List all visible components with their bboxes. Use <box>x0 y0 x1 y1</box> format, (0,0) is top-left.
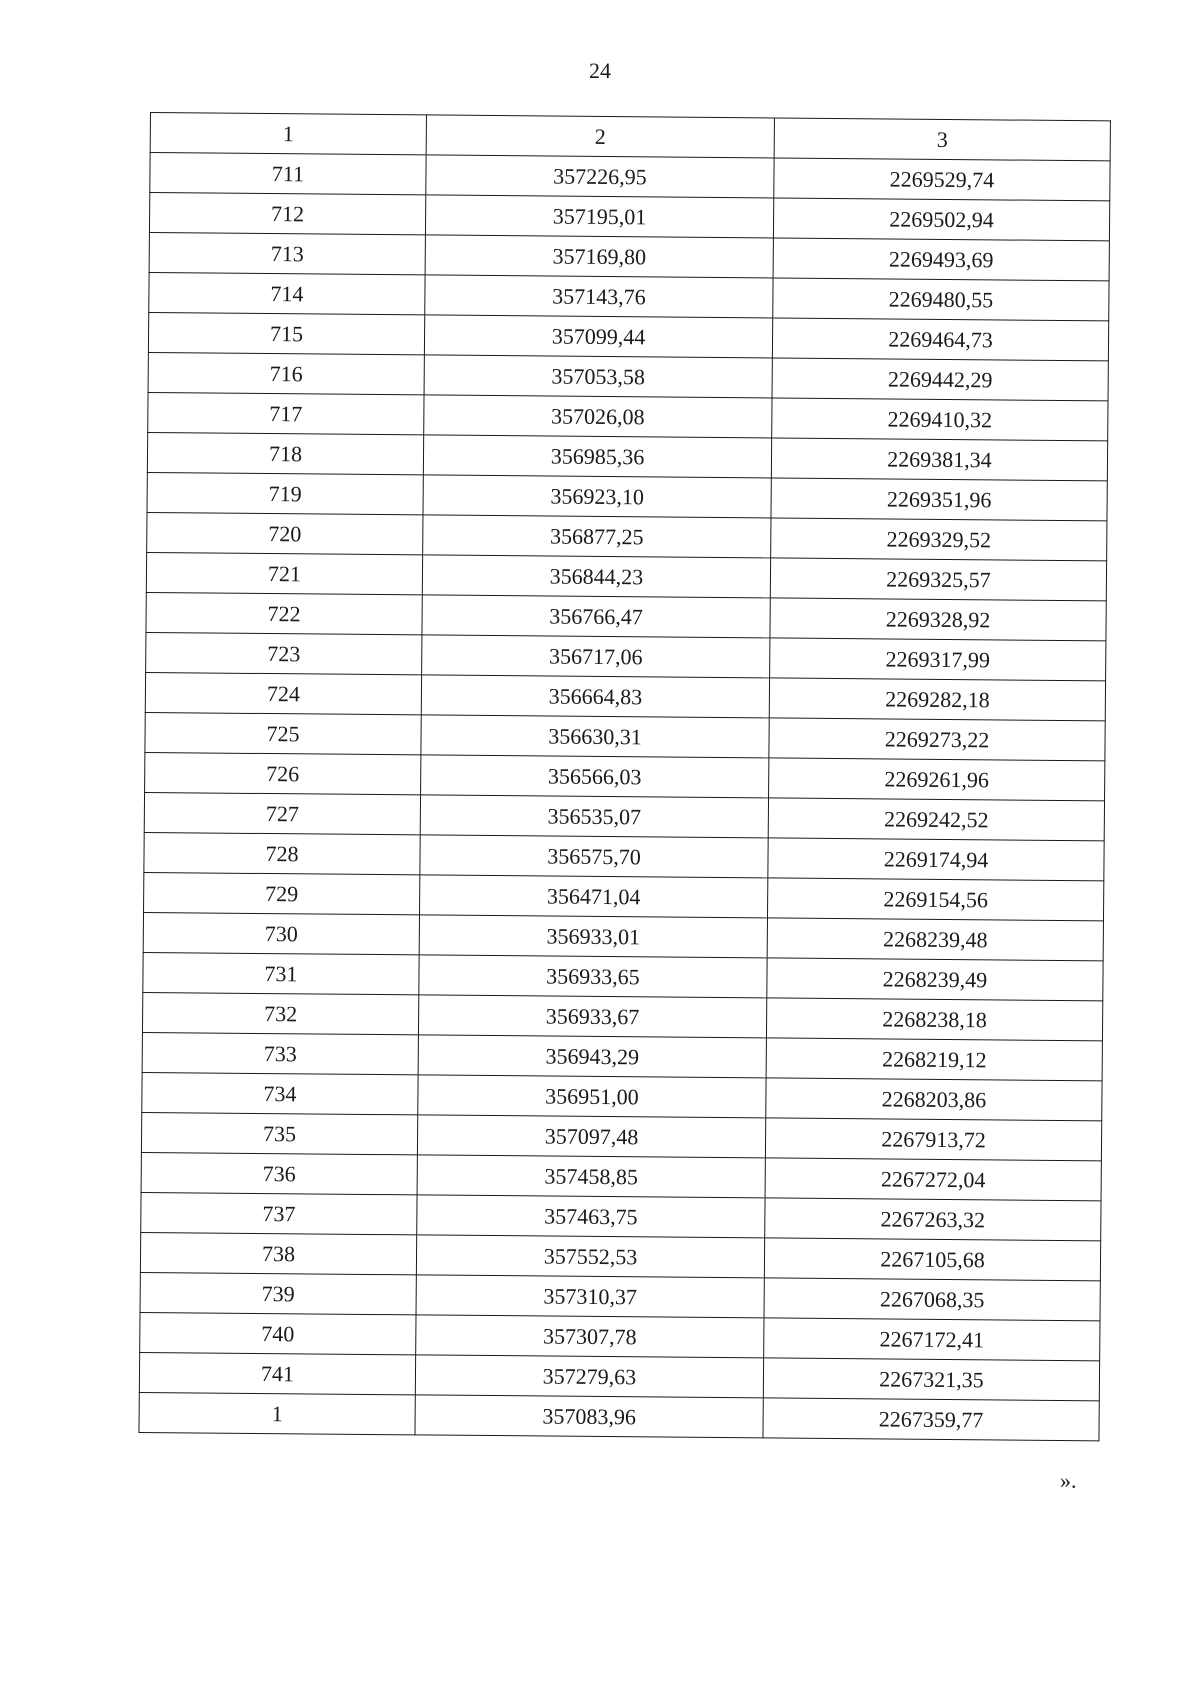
y-coordinate-cell: 2268203,86 <box>766 1078 1102 1121</box>
point-number-cell: 716 <box>148 352 424 394</box>
x-coordinate-cell: 356630,31 <box>421 715 769 758</box>
x-coordinate-cell: 357195,01 <box>425 195 773 238</box>
y-coordinate-cell: 2267321,35 <box>763 1358 1099 1401</box>
y-coordinate-cell: 2269351,96 <box>771 478 1107 521</box>
x-coordinate-cell: 357169,80 <box>425 235 773 278</box>
x-coordinate-cell: 356877,25 <box>423 515 771 558</box>
point-number-cell: 714 <box>149 272 425 314</box>
y-coordinate-cell: 2269529,74 <box>774 158 1110 201</box>
point-number-cell: 712 <box>149 193 425 235</box>
x-coordinate-cell: 356575,70 <box>420 835 768 878</box>
point-number-cell: 729 <box>144 872 420 914</box>
point-number-cell: 721 <box>146 552 422 594</box>
point-number-cell: 740 <box>140 1312 416 1354</box>
point-number-cell: 731 <box>143 952 419 994</box>
point-number-cell: 719 <box>147 472 423 514</box>
table-row <box>139 1392 1099 1440</box>
y-coordinate-cell: 2267263,32 <box>765 1198 1101 1241</box>
y-coordinate-cell: 2267272,04 <box>765 1158 1101 1201</box>
x-coordinate-cell: 357463,75 <box>417 1195 765 1238</box>
x-coordinate-cell: 356933,65 <box>419 955 767 998</box>
x-coordinate-cell: 357458,85 <box>417 1155 765 1198</box>
x-coordinate-cell: 356664,83 <box>421 675 769 718</box>
y-coordinate-cell: 2268239,48 <box>767 918 1103 961</box>
closing-quote-mark: ». <box>1060 1468 1077 1493</box>
x-coordinate-cell: 357307,78 <box>416 1315 764 1358</box>
y-coordinate-cell: 2269282,18 <box>769 678 1105 721</box>
point-number-cell: 733 <box>142 1032 418 1074</box>
y-coordinate-cell: 2269261,96 <box>769 758 1105 801</box>
point-number-cell: 739 <box>140 1272 416 1314</box>
y-coordinate-cell: 2269329,52 <box>771 518 1107 561</box>
x-coordinate-cell: 356951,00 <box>418 1075 766 1118</box>
x-coordinate-cell: 357310,37 <box>416 1275 764 1318</box>
point-number-cell: 715 <box>148 312 424 354</box>
y-coordinate-cell: 2267913,72 <box>765 1118 1101 1161</box>
coordinates-table <box>138 112 1110 1441</box>
point-number-cell: 736 <box>141 1152 417 1194</box>
x-coordinate-cell: 357099,44 <box>424 315 772 358</box>
point-number-cell: 727 <box>144 792 420 834</box>
y-coordinate-cell: 2269174,94 <box>768 838 1104 881</box>
x-coordinate-cell: 356933,67 <box>418 995 766 1038</box>
point-number-cell: 711 <box>150 153 426 195</box>
point-number-cell: 718 <box>147 432 423 474</box>
y-coordinate-cell: 2269317,99 <box>770 638 1106 681</box>
x-coordinate-cell: 356471,04 <box>420 875 768 918</box>
y-coordinate-cell: 2269273,22 <box>769 718 1105 761</box>
page-number: 24 <box>589 58 611 83</box>
x-coordinate-cell: 357097,48 <box>417 1115 765 1158</box>
y-coordinate-cell: 2267172,41 <box>764 1318 1100 1361</box>
y-coordinate-cell: 2267068,35 <box>764 1278 1100 1321</box>
point-number-cell: 732 <box>142 992 418 1034</box>
x-coordinate-cell: 356766,47 <box>422 595 770 638</box>
y-coordinate-cell: 2269480,55 <box>773 278 1109 321</box>
point-number-cell: 728 <box>144 832 420 874</box>
x-coordinate-cell: 356943,29 <box>418 1035 766 1078</box>
point-number-cell: 723 <box>146 632 422 674</box>
point-number-cell: 713 <box>149 232 425 274</box>
y-coordinate-cell: 2269328,92 <box>770 598 1106 641</box>
y-coordinate-cell: 2269242,52 <box>768 798 1104 841</box>
y-coordinate-cell: 2269154,56 <box>767 878 1103 921</box>
y-coordinate-cell: 2268219,12 <box>766 1038 1102 1081</box>
point-number-cell: 734 <box>142 1072 418 1114</box>
x-coordinate-cell: 357083,96 <box>415 1395 763 1438</box>
point-number-cell: 1 <box>139 1392 415 1434</box>
y-coordinate-cell: 2267105,68 <box>764 1238 1100 1281</box>
point-number-cell: 720 <box>147 512 423 554</box>
x-coordinate-cell: 357226,95 <box>426 155 774 198</box>
y-coordinate-cell: 2269493,69 <box>773 238 1109 281</box>
point-number-cell: 735 <box>141 1112 417 1154</box>
point-number-cell: 741 <box>139 1352 415 1394</box>
y-coordinate-cell: 2269464,73 <box>772 318 1108 361</box>
y-coordinate-cell: 2269442,29 <box>772 358 1108 401</box>
column-header-1: 1 <box>150 113 426 155</box>
x-coordinate-cell: 356535,07 <box>420 795 768 838</box>
x-coordinate-cell: 356717,06 <box>422 635 770 678</box>
y-coordinate-cell: 2269381,34 <box>771 438 1107 481</box>
point-number-cell: 725 <box>145 712 421 754</box>
point-number-cell: 730 <box>143 912 419 954</box>
x-coordinate-cell: 356566,03 <box>421 755 769 798</box>
coordinates-table-container <box>138 112 1109 1441</box>
x-coordinate-cell: 356933,01 <box>419 915 767 958</box>
y-coordinate-cell: 2268238,18 <box>766 998 1102 1041</box>
point-number-cell: 717 <box>148 392 424 434</box>
x-coordinate-cell: 357053,58 <box>424 355 772 398</box>
table-body <box>139 153 1110 1441</box>
point-number-cell: 724 <box>145 672 421 714</box>
y-coordinate-cell: 2269410,32 <box>772 398 1108 441</box>
column-header-2: 2 <box>426 115 774 158</box>
x-coordinate-cell: 356923,10 <box>423 475 771 518</box>
x-coordinate-cell: 357279,63 <box>415 1355 763 1398</box>
x-coordinate-cell: 356985,36 <box>423 435 771 478</box>
point-number-cell: 722 <box>146 592 422 634</box>
y-coordinate-cell: 2268239,49 <box>767 958 1103 1001</box>
point-number-cell: 726 <box>145 752 421 794</box>
x-coordinate-cell: 357143,76 <box>425 275 773 318</box>
point-number-cell: 737 <box>141 1192 417 1234</box>
x-coordinate-cell: 357552,53 <box>416 1235 764 1278</box>
column-header-3: 3 <box>774 118 1110 161</box>
y-coordinate-cell: 2267359,77 <box>763 1398 1099 1441</box>
y-coordinate-cell: 2269325,57 <box>770 558 1106 601</box>
x-coordinate-cell: 357026,08 <box>424 395 772 438</box>
point-number-cell: 738 <box>140 1232 416 1274</box>
x-coordinate-cell: 356844,23 <box>422 555 770 598</box>
y-coordinate-cell: 2269502,94 <box>773 198 1109 241</box>
